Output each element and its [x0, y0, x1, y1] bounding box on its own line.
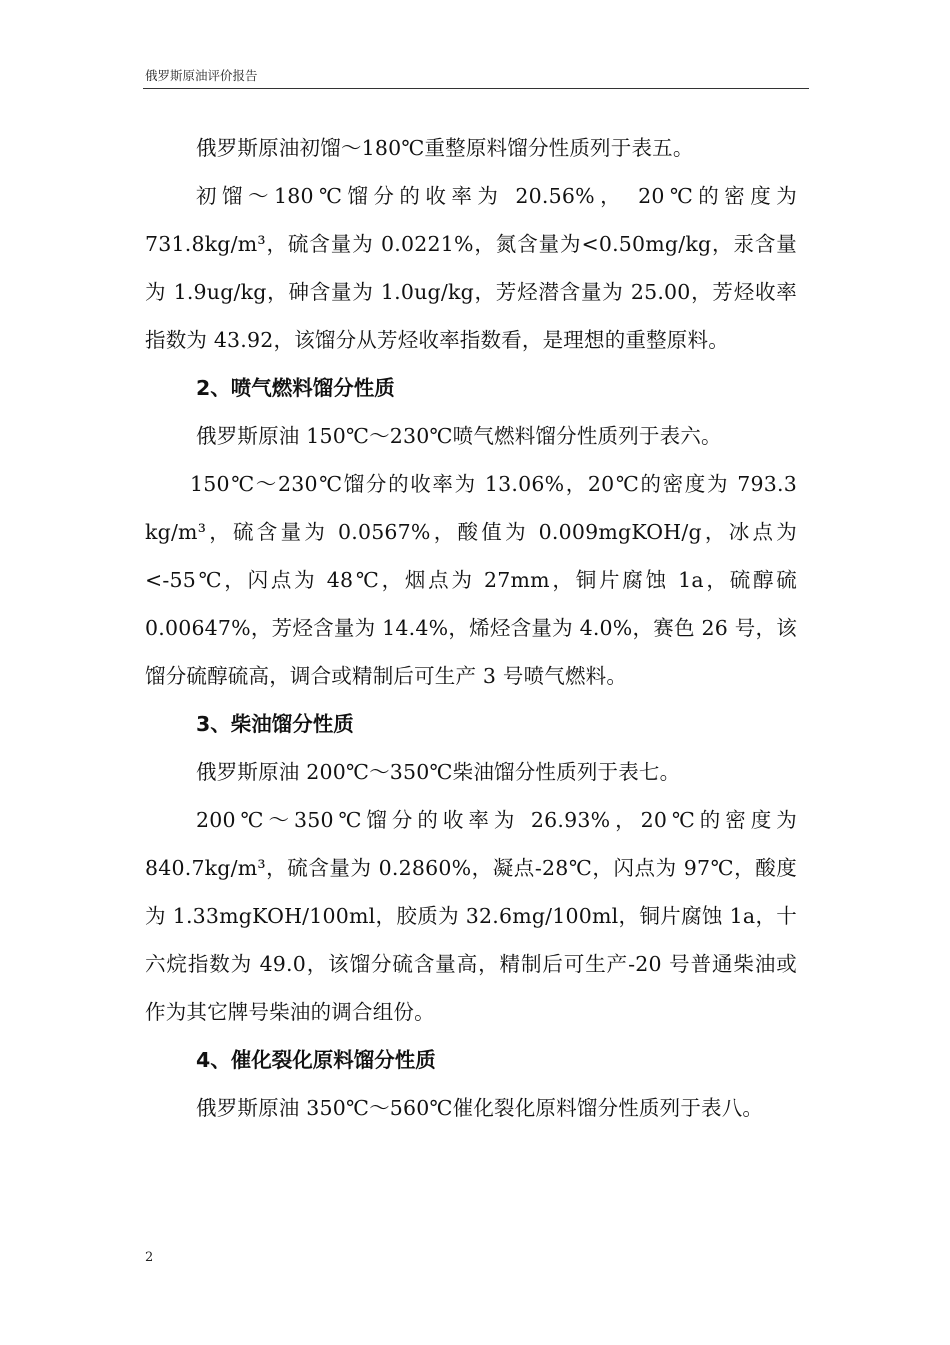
- section-heading-fcc-feed: 4、催化裂化原料馏分性质: [196, 1048, 436, 1072]
- paragraph-fcc-feed-intro: 俄罗斯原油 350℃～560℃催化裂化原料馏分性质列于表八。: [196, 1096, 764, 1120]
- paragraph-jet-fuel-intro: 俄罗斯原油 150℃～230℃喷气燃料馏分性质列于表六。: [196, 424, 722, 448]
- paragraph-reforming-intro: 俄罗斯原油初馏～180℃重整原料馏分性质列于表五。: [196, 136, 694, 160]
- running-header: 俄罗斯原油评价报告: [145, 68, 258, 83]
- page-number: 2: [145, 1250, 154, 1265]
- paragraph-diesel-intro: 俄罗斯原油 200℃～350℃柴油馏分性质列于表七。: [196, 760, 681, 784]
- section-heading-jet-fuel: 2、喷气燃料馏分性质: [196, 376, 395, 400]
- paragraph-diesel-properties: 200℃～350℃馏分的收率为 26.93%，20℃的密度为 840.7kg/m³，硫含量为 0.2860%，凝点-28℃，闪点为 97℃，酸度为 1.33mgKOH/100ml，胶质为 32.6mg/100ml，铜片腐蚀 1a，十六烷指数为 49.0，该馏分硫含量高，精制后可生产-20 号普通柴油或作为其它牌号柴油的调合组份。: [145, 808, 797, 1024]
- paragraph-jet-fuel-properties: 150℃～230℃馏分的收率为 13.06%，20℃的密度为 793.3 kg/m³，硫含量为 0.0567%，酸值为 0.009mgKOH/g，冰点为<-55℃，闪点为 48℃，烟点为 27mm，铜片腐蚀 1a，硫醇硫 0.00647%，芳烃含量为 14.4%，烯烃含量为 4.0%，赛色 26 号，该馏分硫醇硫高，调合或精制后可生产 3 号喷气燃料。: [145, 472, 797, 688]
- section-heading-diesel: 3、柴油馏分性质: [196, 712, 354, 736]
- header-rule: [143, 88, 809, 89]
- body-text: [145, 124, 797, 1132]
- paragraph-reforming-properties: 初馏～180℃馏分的收率为 20.56%， 20℃的密度为 731.8kg/m³，硫含量为 0.0221%，氮含量为<0.50mg/kg，汞含量为 1.9ug/kg，砷含量为 1.0ug/kg，芳烃潜含量为 25.00，芳烃收率指数为 43.92，该馏分从芳烃收率指数看，是理想的重整原料。: [145, 184, 797, 352]
